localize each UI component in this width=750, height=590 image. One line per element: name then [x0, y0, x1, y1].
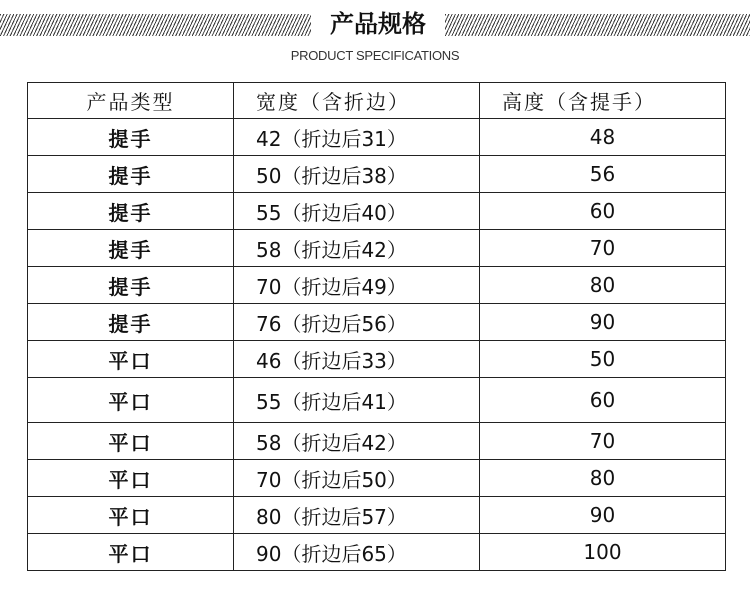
section-header [0, 0, 750, 72]
spec-table [27, 82, 726, 571]
cell-type: 平口 [28, 341, 234, 378]
cell-height: 90 [480, 304, 726, 341]
cell-height: 50 [480, 341, 726, 378]
cell-type: 平口 [28, 378, 234, 423]
cell-type: 提手 [28, 156, 234, 193]
table-row [28, 378, 726, 423]
page-title: 产品规格 [330, 10, 426, 38]
table-row [28, 267, 726, 304]
table-row [28, 119, 726, 156]
decorative-hatch-left [0, 14, 311, 36]
table-row [28, 304, 726, 341]
table-row [28, 341, 726, 378]
cell-height: 70 [480, 230, 726, 267]
cell-type: 提手 [28, 193, 234, 230]
cell-width: 76（折边后56） [234, 304, 480, 341]
cell-width: 55（折边后41） [234, 378, 480, 423]
cell-type: 提手 [28, 119, 234, 156]
cell-width: 55（折边后40） [234, 193, 480, 230]
cell-height: 100 [480, 534, 726, 571]
table-row [28, 460, 726, 497]
cell-height: 48 [480, 119, 726, 156]
cell-type: 平口 [28, 497, 234, 534]
table-row [28, 230, 726, 267]
cell-type: 平口 [28, 423, 234, 460]
spec-table-body [28, 119, 726, 571]
cell-height: 70 [480, 423, 726, 460]
table-row [28, 193, 726, 230]
table-row [28, 423, 726, 460]
cell-height: 80 [480, 460, 726, 497]
cell-width: 58（折边后42） [234, 230, 480, 267]
cell-width: 70（折边后50） [234, 460, 480, 497]
cell-type: 提手 [28, 267, 234, 304]
cell-width: 80（折边后57） [234, 497, 480, 534]
table-row [28, 156, 726, 193]
cell-width: 90（折边后65） [234, 534, 480, 571]
cell-height: 90 [480, 497, 726, 534]
cell-height: 60 [480, 193, 726, 230]
cell-type: 提手 [28, 230, 234, 267]
cell-type: 平口 [28, 534, 234, 571]
cell-width: 58（折边后42） [234, 423, 480, 460]
page-subtitle: PRODUCT SPECIFICATIONS [290, 48, 460, 63]
spec-table-head [28, 83, 726, 119]
cell-width: 46（折边后33） [234, 341, 480, 378]
column-header-width: 宽度（含折边） [234, 83, 480, 119]
cell-width: 42（折边后31） [234, 119, 480, 156]
cell-width: 70（折边后49） [234, 267, 480, 304]
cell-type: 提手 [28, 304, 234, 341]
table-row [28, 497, 726, 534]
cell-height: 60 [480, 378, 726, 423]
cell-height: 56 [480, 156, 726, 193]
table-row [28, 534, 726, 571]
column-header-type: 产品类型 [28, 83, 234, 119]
cell-type: 平口 [28, 460, 234, 497]
column-header-height: 高度（含提手） [480, 83, 726, 119]
header-row [28, 83, 726, 119]
decorative-hatch-right [445, 14, 750, 36]
cell-width: 50（折边后38） [234, 156, 480, 193]
cell-height: 80 [480, 267, 726, 304]
